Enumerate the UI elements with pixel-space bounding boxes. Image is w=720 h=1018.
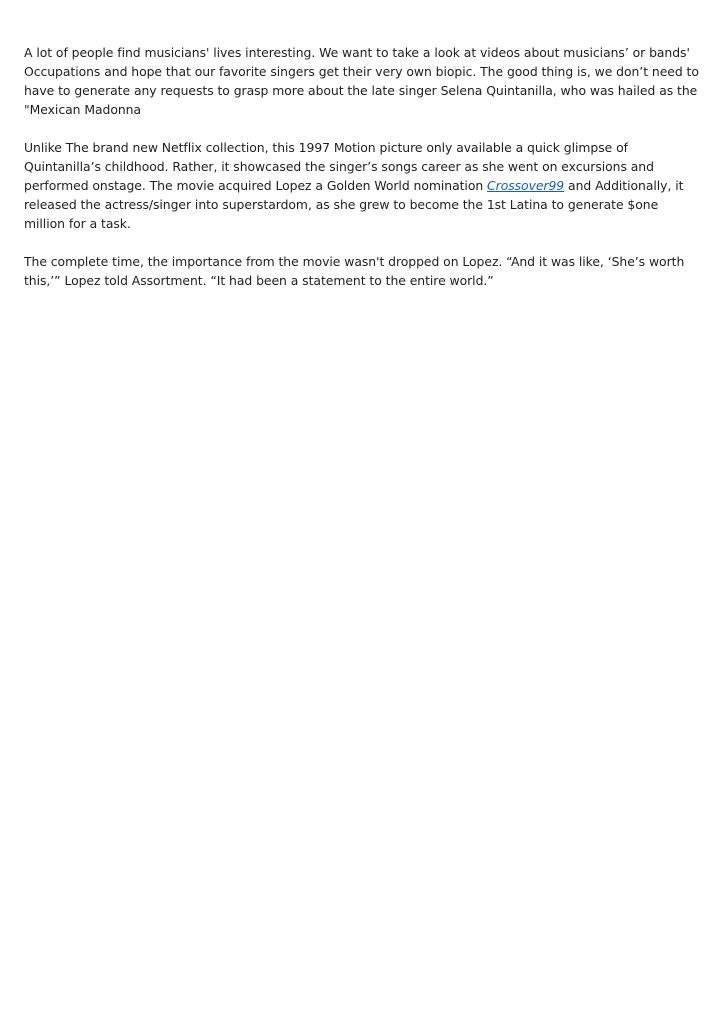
paragraph-movie-text-after: and Additionally, it released the actress/singer into superstardom, as she grew to become the 1st Latina to generate $one million for a task.	[24, 178, 684, 231]
crossover99-link[interactable]: Crossover99	[487, 178, 565, 193]
document-body	[24, 43, 700, 309]
paragraph-movie	[24, 138, 700, 233]
paragraph-movie-text-before: Unlike The brand new Netflix collection, this 1997 Motion picture only available a quick glimpse of Quintanilla’s childhood. Rather, it showcased the singer’s songs career as she went on excursions and performed onstage. The movie acquired Lopez a Golden World nomination	[24, 140, 654, 193]
paragraph-intro: A lot of people find musicians' lives interesting. We want to take a look at videos about musicians’ or bands' Occupations and hope that our favorite singers get their very own biopic. The good thing is, we don’t need to have to generate any requests to grasp more about the late singer Selena Quintanilla, who was hailed as the "Mexican Madonna	[24, 45, 699, 117]
paragraph-quote: The complete time, the importance from the movie wasn't dropped on Lopez. “And it was like, ‘She’s worth this,’” Lopez told Assortment. “It had been a statement to the entire world.”	[24, 254, 685, 288]
